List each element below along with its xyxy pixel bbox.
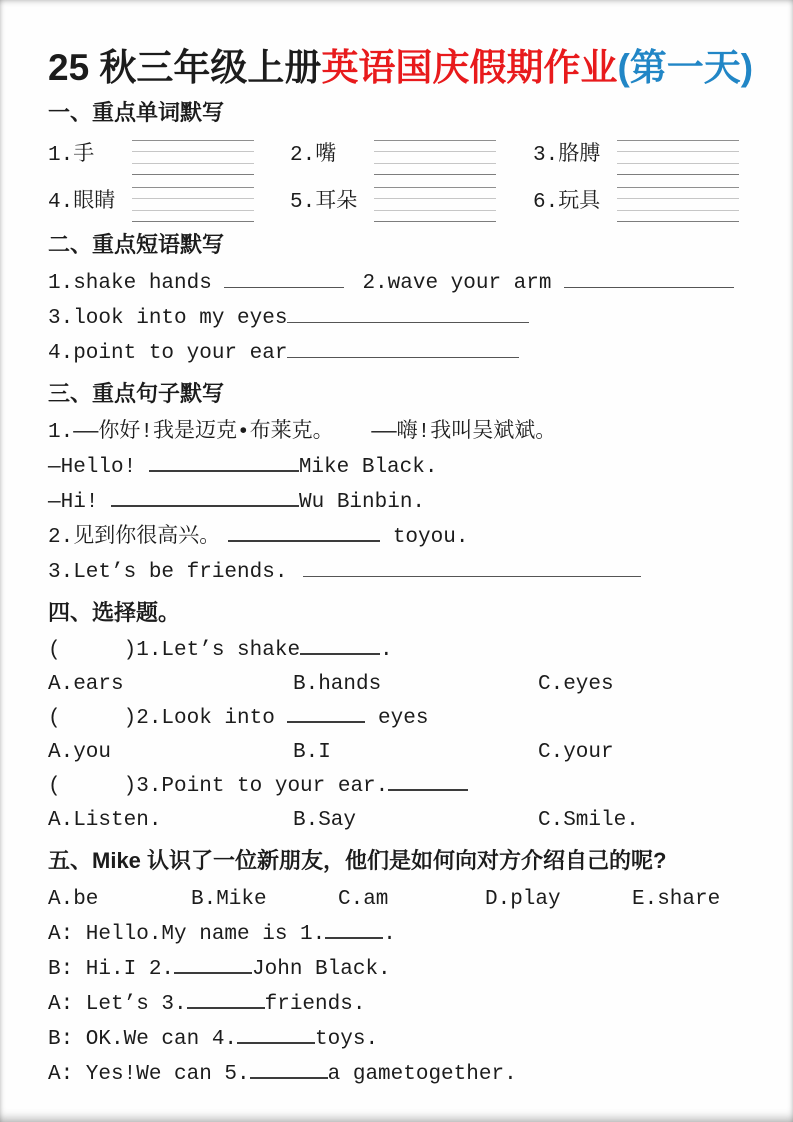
- question-stem: ( )3.Point to your ear.: [48, 775, 389, 798]
- dialog-line-5: [48, 1057, 741, 1092]
- sentence-2: [48, 520, 741, 555]
- word-item-3: [533, 134, 741, 175]
- word-item-6: [533, 181, 741, 222]
- dialog-text: toys.: [315, 1028, 379, 1051]
- choice-question-3: [48, 770, 741, 804]
- section-choice-heading: 四、选择题。: [48, 600, 181, 625]
- sentence-text: Wu Binbin.: [299, 491, 426, 514]
- sentence-1-english-b: [48, 485, 741, 520]
- phrase-4: 4.point to your ear: [48, 342, 288, 365]
- option-b: B.I: [293, 741, 331, 764]
- writing-lines: [132, 140, 254, 175]
- dialog-text: A: Yes!We can 5.: [48, 1063, 250, 1086]
- sentence-text: Mike Black.: [298, 456, 438, 479]
- answer-blank: [111, 486, 299, 507]
- title-blue-part: (第一天): [617, 47, 754, 88]
- answer-blank: [224, 267, 344, 288]
- answer-blank: [174, 953, 252, 974]
- option-b: B.Mike: [191, 888, 267, 911]
- dialog-text: a gametogether.: [327, 1063, 517, 1086]
- question-stem: ( )1.Let’s shake: [48, 639, 301, 662]
- dialog-line-2: [48, 952, 741, 987]
- section-words-heading: 一、重点单词默写: [48, 100, 225, 125]
- answer-blank: [149, 451, 299, 472]
- option-c: C.Smile.: [538, 809, 639, 832]
- word-label: 6.玩具: [533, 191, 601, 214]
- dialog-text: B: Hi.I 2.: [48, 958, 175, 981]
- phrase-1: 1.shake hands: [48, 272, 225, 295]
- choice-options-2: [48, 736, 741, 770]
- sentence-1-chinese: 1.——你好!我是迈克•布莱克。 ——嗨!我叫吴斌斌。: [48, 421, 557, 444]
- sentence-text: 2.见到你很高兴。: [48, 526, 221, 549]
- word-label: 2.嘴: [290, 144, 337, 167]
- section-dialog-heading: 五、Mike 认识了一位新朋友，他们是如何向对方介绍自己的呢?: [48, 848, 667, 873]
- option-b: B.Say: [293, 809, 357, 832]
- option-d: D.play: [485, 888, 561, 911]
- dialog-text: .: [383, 923, 396, 946]
- option-c: C.am: [338, 888, 389, 911]
- dialog-text: friends.: [264, 993, 366, 1016]
- answer-blank: [303, 556, 641, 577]
- dialog-line-1: [48, 917, 741, 952]
- title-red-part: 英语国庆假期作业: [321, 47, 618, 88]
- answer-blank: [564, 267, 734, 288]
- option-c: C.your: [538, 741, 614, 764]
- word-label: 3.胳膊: [533, 144, 601, 167]
- phrase-2: 2.wave your arm: [362, 272, 565, 295]
- phrase-row-3: [48, 336, 741, 371]
- word-item-2: [290, 134, 533, 175]
- phrase-3: 3.look into my eyes: [48, 307, 288, 330]
- word-dictation-grid: [48, 134, 741, 222]
- choice-options-3: [48, 804, 741, 838]
- option-a: A.ears: [48, 673, 124, 696]
- word-label: 5.耳朵: [290, 191, 358, 214]
- writing-lines: [374, 187, 496, 222]
- question-stem: ( )2.Look into: [48, 707, 288, 730]
- dialog-word-bank: [48, 882, 741, 917]
- word-label: 4.眼睛: [48, 191, 116, 214]
- option-e: E.share: [632, 888, 721, 911]
- page-title: [48, 46, 754, 90]
- section-sentences-heading: 三、重点句子默写: [48, 381, 225, 406]
- section-phrases-heading: 二、重点短语默写: [48, 232, 225, 257]
- dialog-line-4: [48, 1022, 741, 1057]
- sentence-text: 3.Let’s be friends.: [48, 561, 288, 584]
- question-tail: eyes: [365, 707, 429, 730]
- sentence-3: [48, 555, 741, 590]
- dialog-text: A: Hello.My name is 1.: [48, 923, 326, 946]
- dialog-text: John Black.: [252, 958, 391, 981]
- answer-blank: [228, 521, 380, 542]
- word-item-4: [48, 181, 290, 222]
- sentence-text: toyou.: [380, 526, 469, 549]
- phrase-row-1: [48, 266, 741, 301]
- dialog-text: A: Let’s 3.: [48, 993, 187, 1016]
- answer-blank: [388, 770, 468, 791]
- answer-blank: [250, 1058, 328, 1079]
- answer-blank: [300, 634, 380, 655]
- title-black-part: 25 秋三年级上册: [48, 47, 322, 88]
- sentence-1-english-a: [48, 450, 741, 485]
- answer-blank: [287, 302, 529, 323]
- choice-question-1: [48, 634, 741, 668]
- option-a: A.be: [48, 888, 99, 911]
- option-c: C.eyes: [538, 673, 614, 696]
- answer-blank: [325, 918, 383, 939]
- question-tail: .: [380, 639, 393, 662]
- option-a: A.Listen.: [48, 809, 162, 832]
- choice-options-1: [48, 668, 741, 702]
- answer-blank: [287, 337, 519, 358]
- choice-question-2: [48, 702, 741, 736]
- option-b: B.hands: [293, 673, 382, 696]
- sentence-text: —Hi!: [48, 491, 112, 514]
- answer-blank: [237, 1023, 315, 1044]
- dialog-text: B: OK.We can 4.: [48, 1028, 238, 1051]
- dialog-line-3: [48, 987, 741, 1022]
- writing-lines: [374, 140, 496, 175]
- word-item-1: [48, 134, 290, 175]
- sentence-text: —Hello!: [48, 456, 149, 479]
- option-a: A.you: [48, 741, 112, 764]
- word-label: 1.手: [48, 144, 95, 167]
- writing-lines: [617, 140, 739, 175]
- writing-lines: [617, 187, 739, 222]
- writing-lines: [132, 187, 254, 222]
- answer-blank: [287, 702, 365, 723]
- answer-blank: [187, 988, 265, 1009]
- phrase-row-2: [48, 301, 741, 336]
- word-item-5: [290, 181, 533, 222]
